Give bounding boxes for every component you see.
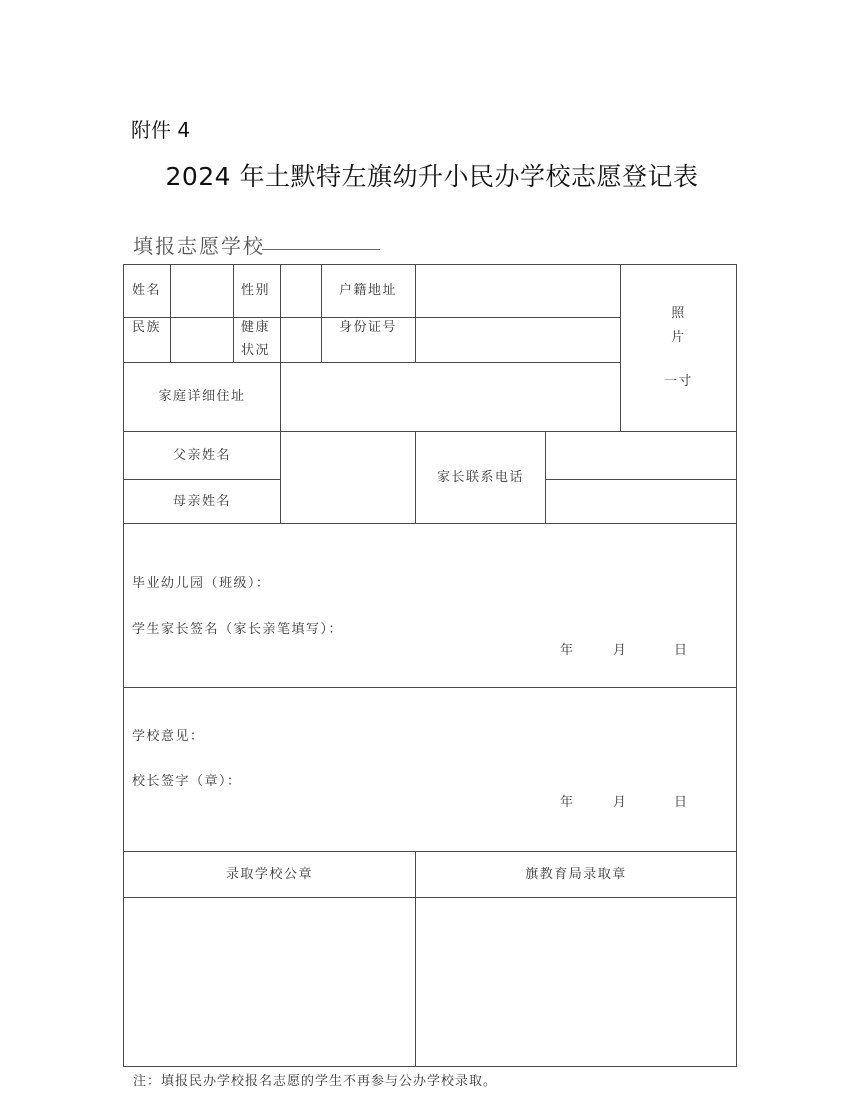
health-input[interactable]: [281, 318, 320, 361]
id-number-label: 身份证号: [339, 320, 398, 335]
school-field-blank[interactable]: [262, 249, 380, 250]
date-day: 日: [674, 643, 689, 658]
school-opinion-label: 学校意见：: [132, 729, 205, 744]
name-input[interactable]: [171, 265, 232, 316]
father-name-input[interactable]: [281, 432, 414, 478]
mother-name-input[interactable]: [281, 480, 414, 522]
col-divider: [233, 264, 234, 362]
col-divider: [321, 264, 322, 362]
bureau-seal-area: [416, 898, 735, 1065]
row-divider: [123, 687, 737, 688]
home-address-label: 家庭详细住址: [158, 389, 246, 404]
kindergarten-label: 毕业幼儿园（班级）：: [132, 576, 271, 591]
row-divider: [123, 523, 737, 524]
admitting-school-seal-label: 录取学校公章: [225, 867, 313, 882]
parent-phone-input-1[interactable]: [546, 432, 735, 478]
health-label-line2: 状况: [241, 343, 271, 358]
table-border-right: [736, 264, 737, 1067]
ethnicity-input[interactable]: [171, 318, 232, 361]
photo-label-size: 一寸: [663, 374, 693, 389]
gender-label: 性别: [241, 283, 271, 298]
name-label: 姓名: [132, 283, 162, 298]
ethnicity-label: 民族: [132, 320, 162, 335]
home-address-input[interactable]: [281, 363, 619, 430]
row-divider: [123, 479, 280, 480]
mother-name-label: 母亲姓名: [172, 494, 231, 509]
photo-label-line1: 照: [671, 306, 686, 321]
date-year: 年: [560, 643, 575, 658]
bureau-seal-label: 旗教育局录取章: [525, 867, 627, 882]
household-address-input[interactable]: [416, 265, 619, 316]
date-month: 月: [613, 795, 628, 810]
parent-signature-label: 学生家长签名（家长亲笔填写）：: [132, 622, 344, 637]
date-year: 年: [560, 795, 575, 810]
photo-label-line2: 片: [671, 330, 686, 345]
attachment-label: 附件 4: [131, 118, 191, 142]
parent-phone-input-2[interactable]: [546, 480, 735, 522]
date-day: 日: [674, 795, 689, 810]
admitting-school-seal-area: [124, 898, 414, 1065]
date-month: 月: [613, 643, 628, 658]
gender-input[interactable]: [281, 265, 320, 316]
principal-signature-label: 校长签字（章）：: [132, 774, 242, 789]
health-label-line1: 健康: [241, 320, 271, 335]
school-field-label: 填报志愿学校: [133, 234, 265, 258]
page-title: 2024 年土默特左旗幼升小民办学校志愿登记表: [165, 162, 699, 191]
id-number-input[interactable]: [416, 318, 619, 361]
father-name-label: 父亲姓名: [172, 448, 231, 463]
footer-note: 注：填报民办学校报名志愿的学生不再参与公办学校录取。: [133, 1074, 498, 1089]
household-address-label: 户籍地址: [339, 283, 398, 298]
table-border-bottom: [123, 1066, 737, 1067]
parent-phone-label: 家长联系电话: [436, 470, 524, 485]
row-divider: [123, 851, 737, 852]
